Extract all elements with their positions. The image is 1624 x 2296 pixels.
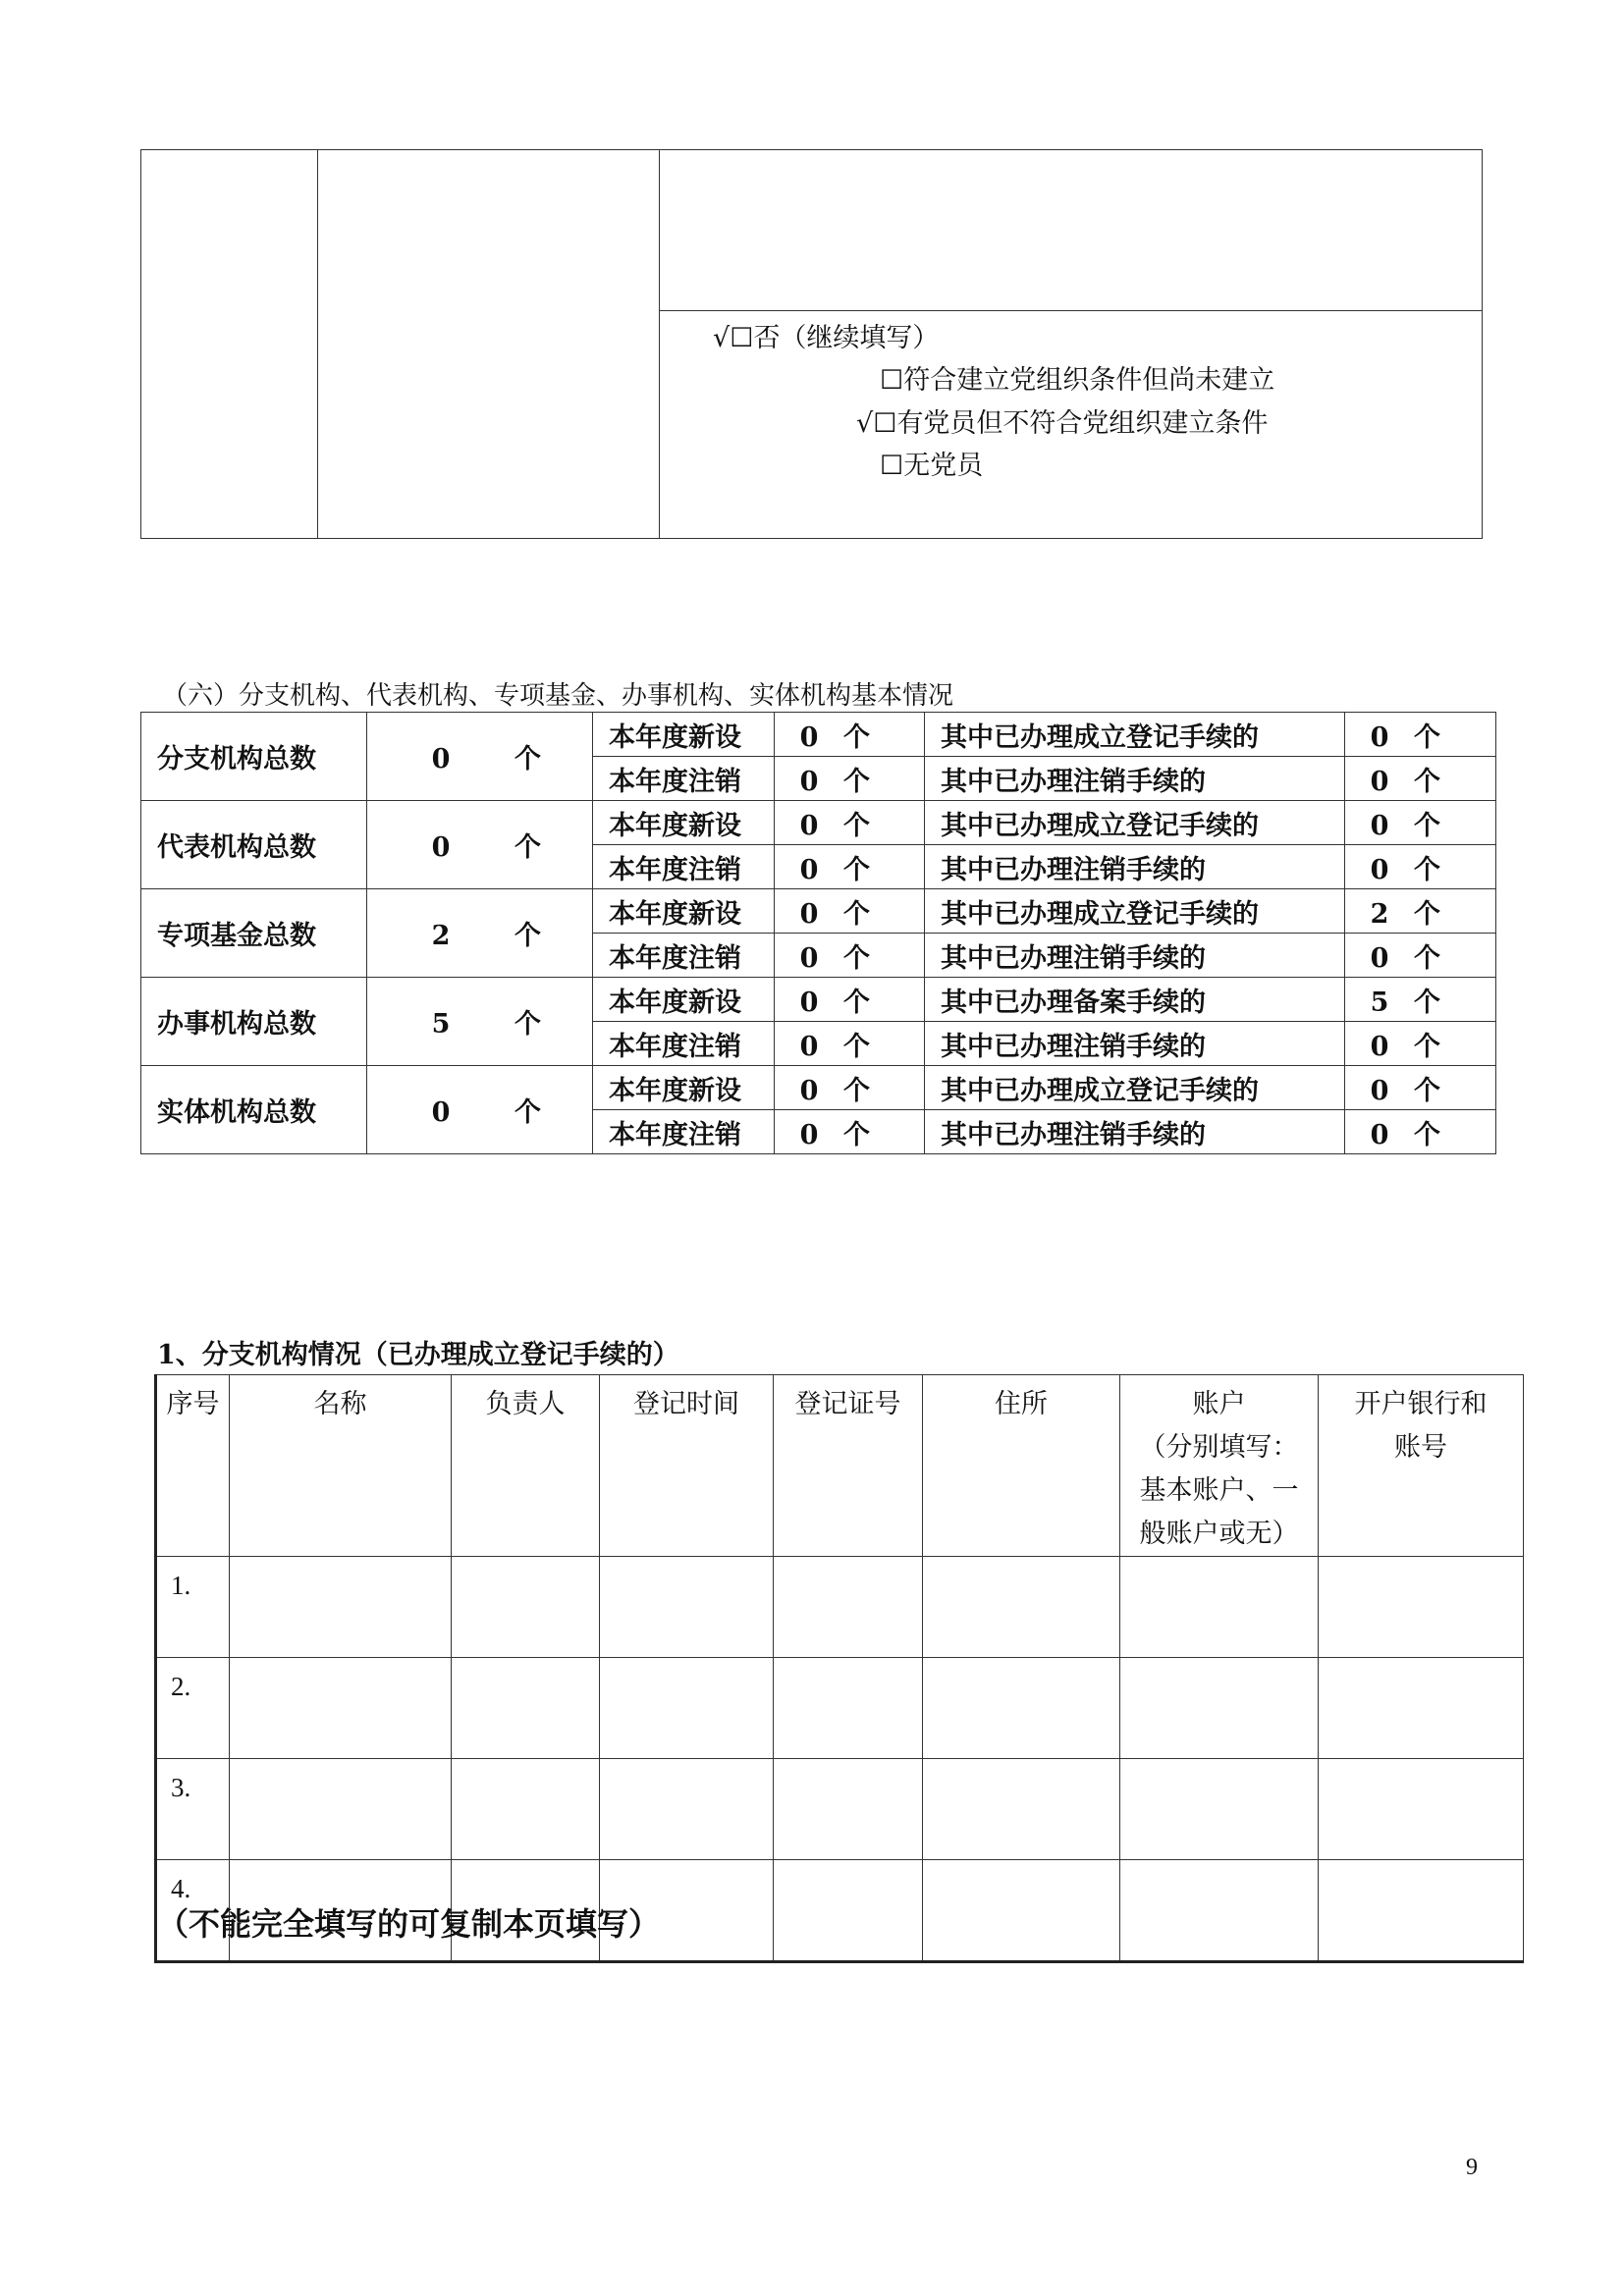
blank-cell[interactable] bbox=[452, 1759, 600, 1860]
header-account-line: 账户 bbox=[1192, 1389, 1246, 1419]
count-value: 2 bbox=[1370, 898, 1389, 930]
count-value: 0 bbox=[799, 766, 819, 797]
new-count-cell bbox=[775, 801, 925, 845]
new-count-cell bbox=[775, 889, 925, 934]
unit-label: 个 bbox=[1414, 1031, 1440, 1062]
party-organization-table bbox=[140, 149, 1483, 539]
unit-label: 个 bbox=[843, 1119, 870, 1150]
blank-cell[interactable] bbox=[230, 1759, 452, 1860]
checkbox-icon: ☐ bbox=[880, 451, 904, 482]
cancel-label: 本年度注销 bbox=[593, 845, 775, 889]
org-type-label: 办事机构总数 bbox=[141, 978, 367, 1066]
cancel-done-label: 其中已办理注销手续的 bbox=[925, 934, 1345, 978]
org-type-label: 分支机构总数 bbox=[141, 713, 367, 801]
unit-label: 个 bbox=[514, 1097, 541, 1128]
count-value: 0 bbox=[431, 832, 451, 863]
count-value: 0 bbox=[1370, 721, 1389, 753]
count-value: 0 bbox=[1370, 766, 1389, 797]
unit-label: 个 bbox=[843, 854, 870, 885]
count-value: 2 bbox=[431, 921, 451, 951]
check-mark-icon: √ bbox=[713, 323, 731, 354]
checkbox-icon: ☐ bbox=[730, 323, 754, 354]
cancel-done-count-cell bbox=[1345, 1110, 1496, 1154]
unit-label: 个 bbox=[843, 1031, 870, 1062]
blank-cell[interactable] bbox=[1120, 1759, 1319, 1860]
count-value: 5 bbox=[431, 1009, 451, 1040]
blank-cell[interactable] bbox=[1120, 1860, 1319, 1962]
org-type-label: 代表机构总数 bbox=[141, 801, 367, 889]
new-label: 本年度新设 bbox=[593, 713, 775, 757]
count-value: 0 bbox=[799, 1031, 819, 1062]
new-done-label: 其中已办理成立登记手续的 bbox=[925, 1066, 1345, 1110]
unit-label: 个 bbox=[1414, 854, 1440, 885]
count-value: 0 bbox=[1370, 942, 1389, 974]
option-no-members[interactable] bbox=[880, 451, 984, 482]
blank-cell[interactable] bbox=[774, 1860, 923, 1962]
blank-cell[interactable] bbox=[923, 1557, 1120, 1658]
total-count-cell bbox=[367, 889, 593, 978]
table-row bbox=[141, 1066, 1496, 1110]
cancel-count-cell bbox=[775, 845, 925, 889]
unit-label: 个 bbox=[514, 744, 541, 774]
new-label: 本年度新设 bbox=[593, 978, 775, 1022]
count-value: 0 bbox=[431, 744, 451, 774]
blank-cell[interactable] bbox=[774, 1658, 923, 1759]
total-count-cell bbox=[367, 978, 593, 1066]
new-count-cell bbox=[775, 1066, 925, 1110]
new-done-count-cell bbox=[1345, 1066, 1496, 1110]
new-done-label: 其中已办理成立登记手续的 bbox=[925, 889, 1345, 934]
unit-label: 个 bbox=[843, 721, 870, 753]
unit-label: 个 bbox=[843, 898, 870, 930]
checkbox-icon: ☐ bbox=[880, 365, 904, 397]
option-label: 符合建立党组织条件但尚未建立 bbox=[903, 365, 1275, 397]
unit-label: 个 bbox=[514, 921, 541, 951]
table-row bbox=[156, 1557, 1524, 1658]
blank-cell[interactable] bbox=[230, 1557, 452, 1658]
row-seq: 3. bbox=[156, 1759, 230, 1860]
new-count-cell bbox=[775, 978, 925, 1022]
unit-label: 个 bbox=[1414, 810, 1440, 841]
new-done-label: 其中已办理成立登记手续的 bbox=[925, 713, 1345, 757]
unit-label: 个 bbox=[1414, 766, 1440, 797]
cancel-count-cell bbox=[775, 1022, 925, 1066]
unit-label: 个 bbox=[843, 810, 870, 841]
section6-heading: （六）分支机构、代表机构、专项基金、办事机构、实体机构基本情况 bbox=[162, 681, 954, 711]
cancel-done-label: 其中已办理注销手续的 bbox=[925, 757, 1345, 801]
unit-label: 个 bbox=[1414, 1075, 1440, 1106]
blank-cell[interactable] bbox=[774, 1759, 923, 1860]
empty-cell bbox=[141, 150, 318, 539]
table-row bbox=[141, 889, 1496, 934]
section1-heading: 1、分支机构情况（已办理成立登记手续的） bbox=[157, 1340, 679, 1370]
option-no[interactable] bbox=[713, 323, 940, 354]
blank-cell[interactable] bbox=[923, 1860, 1120, 1962]
option-label: 否（继续填写） bbox=[753, 323, 940, 354]
unit-label: 个 bbox=[514, 832, 541, 863]
count-value: 0 bbox=[1370, 1119, 1389, 1150]
cancel-done-count-cell bbox=[1345, 757, 1496, 801]
page-number: 9 bbox=[1466, 2155, 1478, 2180]
header-name: 名称 bbox=[230, 1375, 452, 1557]
total-count-cell bbox=[367, 713, 593, 801]
header-seq: 序号 bbox=[156, 1375, 230, 1557]
new-done-count-cell bbox=[1345, 889, 1496, 934]
header-leader: 负责人 bbox=[452, 1375, 600, 1557]
count-value: 0 bbox=[799, 942, 819, 974]
table-row bbox=[141, 978, 1496, 1022]
cancel-count-cell bbox=[775, 757, 925, 801]
cancel-count-cell bbox=[775, 1110, 925, 1154]
cancel-done-label: 其中已办理注销手续的 bbox=[925, 1022, 1345, 1066]
new-count-cell bbox=[775, 713, 925, 757]
new-done-count-cell bbox=[1345, 978, 1496, 1022]
unit-label: 个 bbox=[1414, 721, 1440, 753]
option-label: 有党员但不符合党组织建立条件 bbox=[896, 408, 1269, 440]
blank-cell[interactable] bbox=[230, 1658, 452, 1759]
row-seq: 2. bbox=[156, 1658, 230, 1759]
footnote: （不能完全填写的可复制本页填写） bbox=[157, 1905, 661, 1943]
cancel-label: 本年度注销 bbox=[593, 1022, 775, 1066]
row-seq: 1. bbox=[156, 1557, 230, 1658]
blank-cell[interactable] bbox=[923, 1759, 1120, 1860]
blank-cell[interactable] bbox=[600, 1557, 774, 1658]
unit-label: 个 bbox=[843, 987, 870, 1018]
header-account-line: 基本账户、一 bbox=[1139, 1475, 1299, 1506]
institution-summary-table bbox=[140, 712, 1496, 1154]
org-type-label: 专项基金总数 bbox=[141, 889, 367, 978]
header-account-line: 般账户或无） bbox=[1139, 1519, 1299, 1549]
cancel-done-count-cell bbox=[1345, 1022, 1496, 1066]
header-account bbox=[1120, 1375, 1319, 1557]
cancel-done-label: 其中已办理注销手续的 bbox=[925, 1110, 1345, 1154]
blank-cell[interactable] bbox=[600, 1658, 774, 1759]
header-bank-line: 开户银行和 bbox=[1354, 1389, 1488, 1419]
org-type-label: 实体机构总数 bbox=[141, 1066, 367, 1154]
cancel-done-count-cell bbox=[1345, 934, 1496, 978]
count-value: 0 bbox=[1370, 810, 1389, 841]
count-value: 0 bbox=[799, 721, 819, 753]
option-not-established[interactable] bbox=[880, 365, 1275, 397]
table-row bbox=[156, 1658, 1524, 1759]
header-address: 住所 bbox=[923, 1375, 1120, 1557]
unit-label: 个 bbox=[843, 1075, 870, 1106]
unit-label: 个 bbox=[514, 1009, 541, 1040]
blank-cell[interactable] bbox=[923, 1658, 1120, 1759]
option-has-members[interactable] bbox=[856, 408, 1269, 440]
count-value: 0 bbox=[1370, 854, 1389, 885]
unit-label: 个 bbox=[1414, 942, 1440, 974]
unit-label: 个 bbox=[843, 942, 870, 974]
blank-cell[interactable] bbox=[452, 1557, 600, 1658]
blank-cell[interactable] bbox=[1319, 1860, 1524, 1962]
cancel-done-label: 其中已办理注销手续的 bbox=[925, 845, 1345, 889]
blank-cell[interactable] bbox=[1120, 1658, 1319, 1759]
count-value: 0 bbox=[799, 1075, 819, 1106]
header-bank-line: 账号 bbox=[1394, 1432, 1447, 1463]
cancel-count-cell bbox=[775, 934, 925, 978]
blank-cell[interactable] bbox=[1319, 1759, 1524, 1860]
new-done-count-cell bbox=[1345, 801, 1496, 845]
count-value: 0 bbox=[1370, 1075, 1389, 1106]
new-label: 本年度新设 bbox=[593, 1066, 775, 1110]
empty-cell bbox=[660, 150, 1483, 311]
table-row bbox=[141, 801, 1496, 845]
cancel-label: 本年度注销 bbox=[593, 934, 775, 978]
header-account-line: （分别填写： bbox=[1139, 1432, 1299, 1463]
unit-label: 个 bbox=[843, 766, 870, 797]
header-bank bbox=[1319, 1375, 1524, 1557]
cancel-done-count-cell bbox=[1345, 845, 1496, 889]
blank-cell[interactable] bbox=[774, 1557, 923, 1658]
header-reg-time: 登记时间 bbox=[600, 1375, 774, 1557]
unit-label: 个 bbox=[1414, 987, 1440, 1018]
row-seq: 4. bbox=[156, 1860, 230, 1962]
new-label: 本年度新设 bbox=[593, 889, 775, 934]
unit-label: 个 bbox=[1414, 1119, 1440, 1150]
new-done-count-cell bbox=[1345, 713, 1496, 757]
new-label: 本年度新设 bbox=[593, 801, 775, 845]
blank-cell[interactable] bbox=[1120, 1557, 1319, 1658]
table-row bbox=[141, 713, 1496, 757]
blank-cell[interactable] bbox=[452, 1658, 600, 1759]
table-row bbox=[156, 1759, 1524, 1860]
count-value: 0 bbox=[799, 1119, 819, 1150]
count-value: 0 bbox=[799, 898, 819, 930]
branch-institution-table bbox=[154, 1374, 1524, 1963]
party-options-cell bbox=[660, 311, 1483, 539]
unit-label: 个 bbox=[1414, 898, 1440, 930]
new-done-label: 其中已办理备案手续的 bbox=[925, 978, 1345, 1022]
count-value: 0 bbox=[799, 810, 819, 841]
count-value: 0 bbox=[799, 854, 819, 885]
count-value: 0 bbox=[431, 1097, 451, 1128]
blank-cell[interactable] bbox=[600, 1759, 774, 1860]
total-count-cell bbox=[367, 801, 593, 889]
option-label: 无党员 bbox=[903, 451, 984, 482]
blank-cell[interactable] bbox=[1319, 1658, 1524, 1759]
new-done-label: 其中已办理成立登记手续的 bbox=[925, 801, 1345, 845]
check-mark-icon: √ bbox=[856, 408, 874, 440]
count-value: 5 bbox=[1370, 987, 1389, 1018]
blank-cell[interactable] bbox=[1319, 1557, 1524, 1658]
count-value: 0 bbox=[799, 987, 819, 1018]
count-value: 0 bbox=[1370, 1031, 1389, 1062]
cancel-label: 本年度注销 bbox=[593, 757, 775, 801]
checkbox-icon: ☐ bbox=[873, 408, 897, 440]
total-count-cell bbox=[367, 1066, 593, 1154]
header-reg-no: 登记证号 bbox=[774, 1375, 923, 1557]
cancel-label: 本年度注销 bbox=[593, 1110, 775, 1154]
empty-cell bbox=[318, 150, 660, 539]
